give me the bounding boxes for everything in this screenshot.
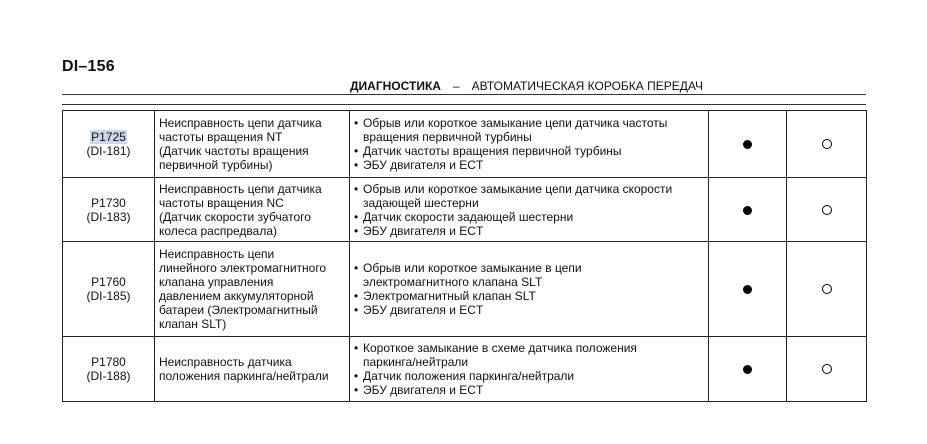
page-id: DI–156 [62,58,115,75]
hollow-circle-icon [822,284,832,294]
trouble-area-line: задающей шестерни [363,195,479,210]
trouble-area-line: паркинга/нейтрали [363,355,469,369]
dtc-page-ref: (DI-183) [86,209,131,224]
trouble-area-line: ЭБУ двигателя и ECT [363,223,484,238]
trouble-area-item [354,158,704,172]
bullet-icon: • [354,303,359,317]
description-line: (Датчик частоты вращения [159,144,309,158]
bullet-icon: • [354,209,359,224]
bullet-icon: • [354,383,359,397]
description-line: линейного электромагнитного [159,261,327,275]
trouble-area-item [354,116,704,144]
trouble-area-cell [350,178,709,242]
filled-circle-icon [743,285,752,294]
description-line: клапана управления [159,275,274,289]
bullet-icon: • [354,158,359,172]
dtc-code-cell [63,178,155,242]
bullet-icon: • [354,289,359,303]
dtc-page-ref: (DI-188) [86,369,131,383]
filled-circle-icon [743,365,752,374]
description-line: давлением аккумуляторной [159,289,314,303]
description-line: (Датчик скорости зубчатого [159,209,311,224]
trouble-area-line: Обрыв или короткое замыкание цепи датчика скорости [363,181,673,196]
dtc-row [63,178,867,242]
bullet-icon: • [354,116,359,130]
mil-cell [709,337,787,402]
hollow-circle-icon [822,139,832,149]
dtc-code: P1725 [91,130,126,144]
dtc-table-body [63,111,867,402]
dtc-description-cell [155,178,350,242]
trouble-area-line: Обрыв или короткое замыкание в цепи [363,261,582,275]
mil-cell [709,178,787,242]
dtc-code-cell [63,337,155,402]
description-line: Неисправность цепи [159,247,275,261]
description-line: батареи (Электромагнитный [159,303,318,317]
trouble-area-line: Электромагнитный клапан SLT [363,289,536,303]
trouble-area-line: Обрыв или короткое замыкание цепи датчика частоты [363,116,668,130]
trouble-area-cell [350,337,709,402]
trouble-area-line: ЭБУ двигателя и ECT [363,303,484,317]
trouble-area-cell [350,111,709,178]
trouble-area-cell [350,242,709,337]
header-rule [62,94,866,95]
dtc-code: P1730 [91,195,126,210]
bullet-icon: • [354,144,359,158]
description-line: колеса распредвала) [159,223,277,238]
dtc-description-cell [155,337,350,402]
dtc-table [62,110,867,402]
trouble-area-item [354,369,704,383]
dtc-row [63,242,867,337]
dtc-code: P1780 [91,355,126,369]
dtc-description-cell [155,242,350,337]
bullet-icon: • [354,369,359,383]
trouble-area-item [354,289,704,303]
subsection-title: АВТОМАТИЧЕСКАЯ КОРОБКА ПЕРЕДАЧ [471,79,703,93]
hollow-circle-icon [822,205,832,215]
dtc-code-cell [63,111,155,178]
trouble-area-line: электромагнитного клапана SLT [363,275,543,289]
filled-circle-icon [743,140,752,149]
hollow-circle-icon [822,364,832,374]
memory-cell [787,337,867,402]
trouble-area-item [354,224,704,238]
trouble-area-item [354,144,704,158]
trouble-area-item [354,303,704,317]
mil-cell [709,111,787,178]
trouble-area-item [354,341,704,369]
memory-cell [787,178,867,242]
section-title: ДИАГНОСТИКА [350,79,441,93]
trouble-area-line: Датчик скорости задающей шестерни [363,209,574,224]
dtc-description-cell [155,111,350,178]
trouble-area-item [354,383,704,397]
trouble-area-line: Короткое замыкание в схеме датчика положения [363,341,637,355]
dtc-code: P1760 [91,275,126,289]
trouble-area-line: ЭБУ двигателя и ECT [363,383,484,397]
section-header [350,79,703,93]
bullet-icon: • [354,341,359,355]
trouble-area-item [354,182,704,210]
description-line: частоты вращения NC [159,195,284,210]
trouble-area-item [354,261,704,289]
dtc-row [63,111,867,178]
description-line: первичной турбины) [159,158,273,172]
memory-cell [787,111,867,178]
trouble-area-line: вращения первичной турбины [363,130,532,144]
dtc-page-ref: (DI-181) [86,144,131,158]
trouble-area-line: Датчик положения паркинга/нейтрали [363,369,575,383]
bullet-icon: • [354,181,359,196]
description-line: Неисправность датчика [159,355,292,369]
description-line: клапан SLT) [159,317,227,331]
dtc-code-cell [63,242,155,337]
description-line: Неисправность цепи датчика [159,181,322,196]
trouble-area-item [354,210,704,224]
description-line: положения паркинга/нейтрали [159,369,329,383]
trouble-area-line: ЭБУ двигателя и ECT [363,158,484,172]
dtc-page-ref: (DI-185) [86,289,131,303]
memory-cell [787,242,867,337]
description-line: Неисправность цепи датчика [159,116,322,130]
table-top-rule [62,104,866,105]
mil-cell [709,242,787,337]
dtc-row [63,337,867,402]
filled-circle-icon [743,206,752,215]
trouble-area-line: Датчик частоты вращения первичной турбины [363,144,622,158]
bullet-icon: • [354,223,359,238]
bullet-icon: • [354,261,359,275]
description-line: частоты вращения NT [159,130,283,144]
header-dash: – [452,79,460,93]
